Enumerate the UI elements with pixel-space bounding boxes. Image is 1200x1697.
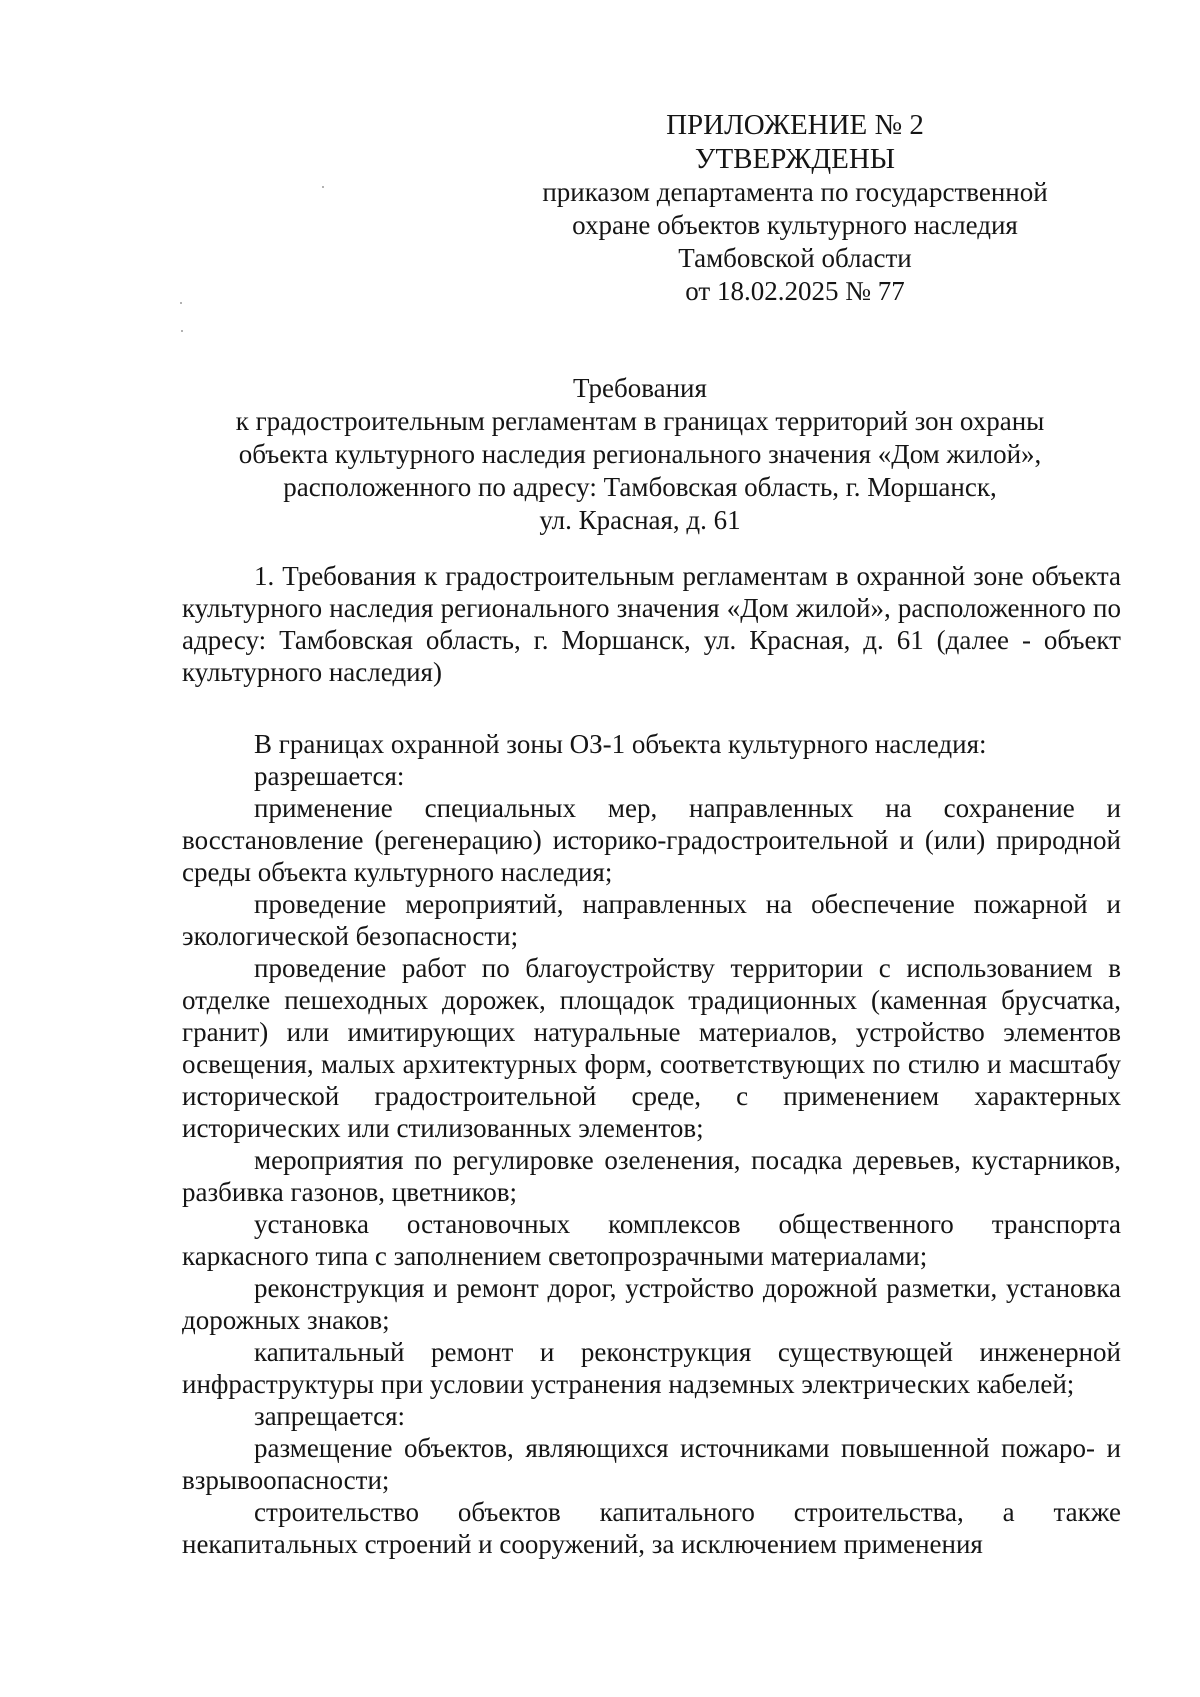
order-issuer-region: Тамбовской области xyxy=(678,243,912,273)
prohibited-item: строительство объектов капитального строительства, а также некапитальных строений и сооружений, за исключением применения xyxy=(182,1497,1121,1559)
title-heading: Требования xyxy=(573,373,707,403)
spacer xyxy=(182,688,1121,728)
zone-intro: В границах охранной зоны ОЗ-1 объекта культурного наследия: xyxy=(254,729,987,759)
prohibited-label: запрещается: xyxy=(254,1401,406,1431)
allowed-label: разрешается: xyxy=(254,761,405,791)
title-line: к градостроительным регламентам в границах территорий зон охраны xyxy=(235,406,1045,436)
prohibited-item: размещение объектов, являющихся источниками повышенной пожаро- и взрывоопасности; xyxy=(182,1433,1121,1495)
title-line: ул. Красная, д. 61 xyxy=(539,505,741,535)
scan-speck xyxy=(181,330,183,332)
order-date-number: от 18.02.2025 № 77 xyxy=(685,276,905,306)
allowed-item: установка остановочных комплексов общественного транспорта каркасного типа с заполнением светопрозрачными материалами; xyxy=(182,1209,1121,1271)
allowed-item: применение специальных мер, направленных на сохранение и восстановление (регенерацию) историко-градостроительной и (или) природной среды объекта культурного наследия; xyxy=(182,793,1121,887)
approved-label: УТВЕРЖДЕНЫ xyxy=(694,143,896,175)
document-title xyxy=(160,372,1120,537)
title-line: объекта культурного наследия регионального значения «Дом жилой», xyxy=(238,439,1042,469)
title-line: расположенного по адресу: Тамбовская область, г. Моршанск, xyxy=(283,472,997,502)
order-issuer-line: приказом департамента по государственной xyxy=(542,177,1048,207)
section-1-heading: 1. Требования к градостроительным регламентам в охранной зоне объекта культурного наследия регионального значения «Дом жилой», расположенного по адресу: Тамбовская область, г. Моршанск, ул. Красная, д. 61 (далее - объект культурного наследия) xyxy=(182,561,1121,687)
order-issuer-line: охране объектов культурного наследия xyxy=(572,210,1018,240)
approval-stamp xyxy=(505,108,1085,308)
appendix-number: ПРИЛОЖЕНИЕ № 2 xyxy=(666,109,924,141)
allowed-item: проведение работ по благоустройству территории с использованием в отделке пешеходных дорожек, площадок традиционных (каменная брусчатка, гранит) или имитирующих натуральные материалов, устройство элементов освещения, малых архитектурных форм, соответствующих по стилю и масштабу исторической градостроительной среде, с применением характерных исторических или стилизованных элементов; xyxy=(182,953,1121,1143)
allowed-item: мероприятия по регулировке озеленения, посадка деревьев, кустарников, разбивка газонов, цветников; xyxy=(182,1145,1121,1207)
scan-speck xyxy=(180,302,182,304)
scan-speck xyxy=(322,186,324,188)
allowed-item: капитальный ремонт и реконструкция существующей инженерной инфраструктуры при условии устранения надземных электрических кабелей; xyxy=(182,1337,1121,1399)
document-body xyxy=(182,560,1121,1560)
allowed-item: реконструкция и ремонт дорог, устройство дорожной разметки, установка дорожных знаков; xyxy=(182,1273,1121,1335)
allowed-item: проведение мероприятий, направленных на обеспечение пожарной и экологической безопасности; xyxy=(182,889,1121,951)
